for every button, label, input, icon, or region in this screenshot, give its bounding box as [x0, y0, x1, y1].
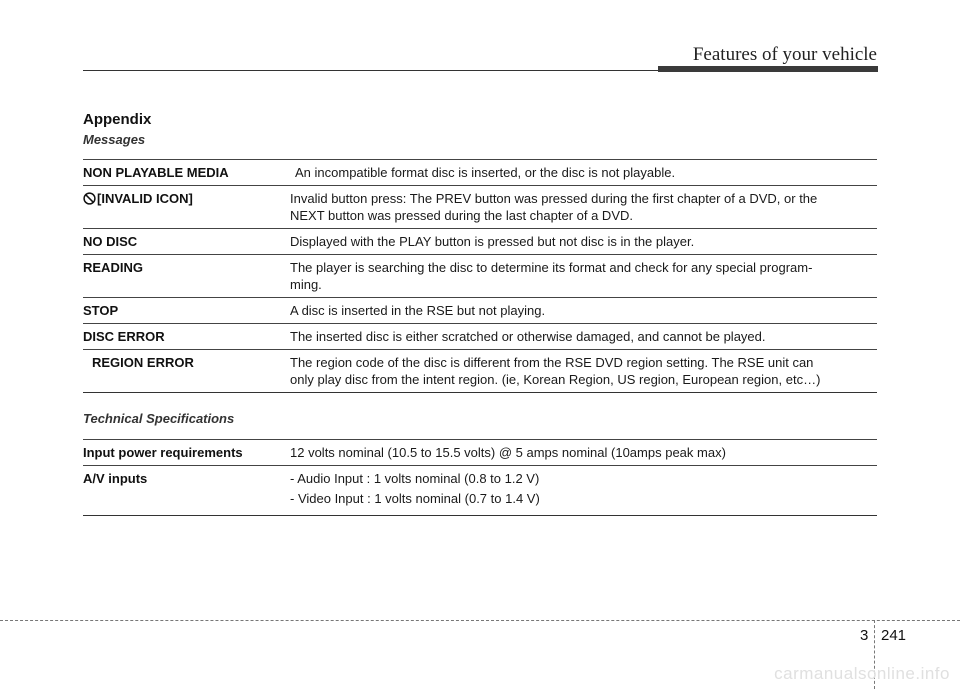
table-row — [83, 298, 877, 324]
message-description: Displayed with the PLAY button is pressed but not disc is in the player. — [290, 234, 695, 249]
header-rule-accent — [658, 66, 878, 72]
messages-heading: Messages — [83, 132, 146, 147]
table-row — [83, 440, 877, 466]
footer-rule — [0, 620, 960, 621]
spec-description: - Audio Input : 1 volts nominal (0.8 to 1.2 V) - Video Input : 1 volts nominal (0.7 to 1.4 V) — [290, 471, 540, 506]
message-term: [INVALID ICON] — [83, 186, 290, 229]
watermark: carmanualsonline.info — [774, 664, 950, 683]
message-description: An incompatible format disc is inserted, or the disc is not playable. — [295, 165, 676, 180]
message-term: STOP — [83, 303, 119, 318]
message-description: Invalid button press: The PREV button was pressed during the first chapter of a DVD, or the NEXT button was pressed during the last chapter of a DVD. — [290, 191, 818, 223]
spec-term: Input power requirements — [83, 445, 243, 460]
table-row — [83, 160, 877, 186]
table-row — [83, 466, 877, 516]
message-description: The region code of the disc is different from the RSE DVD region setting. The RSE unit can only play disc from the intent region. (ie, Korean Region, US region, European region, etc…) — [290, 355, 821, 387]
message-term: NON PLAYABLE MEDIA — [83, 165, 229, 180]
page-header-title: Features of your vehicle — [692, 44, 877, 65]
chapter-number: 3 — [860, 627, 869, 644]
table-row — [83, 324, 877, 350]
message-term: READING — [83, 260, 143, 275]
spec-description: 12 volts nominal (10.5 to 15.5 volts) @ 5 amps nominal (10amps peak max) — [290, 445, 726, 460]
message-term: NO DISC — [83, 234, 138, 249]
message-term: REGION ERROR — [92, 355, 194, 370]
messages-table — [83, 159, 877, 393]
table-row — [83, 186, 877, 229]
appendix-heading: Appendix — [83, 111, 152, 128]
message-description: The inserted disc is either scratched or otherwise damaged, and cannot be played. — [290, 329, 766, 344]
prohibited-icon — [83, 192, 96, 209]
page-number: 241 — [881, 627, 907, 644]
technical-specifications-heading: Technical Specifications — [83, 411, 235, 426]
specifications-table — [83, 439, 877, 516]
message-description: A disc is inserted in the RSE but not playing. — [290, 303, 546, 318]
table-row — [83, 350, 877, 393]
message-term: DISC ERROR — [83, 329, 165, 344]
table-row — [83, 229, 877, 255]
message-description: The player is searching the disc to determine its format and check for any special program- ming. — [290, 260, 813, 292]
spec-term: A/V inputs — [83, 471, 148, 486]
table-row — [83, 255, 877, 298]
